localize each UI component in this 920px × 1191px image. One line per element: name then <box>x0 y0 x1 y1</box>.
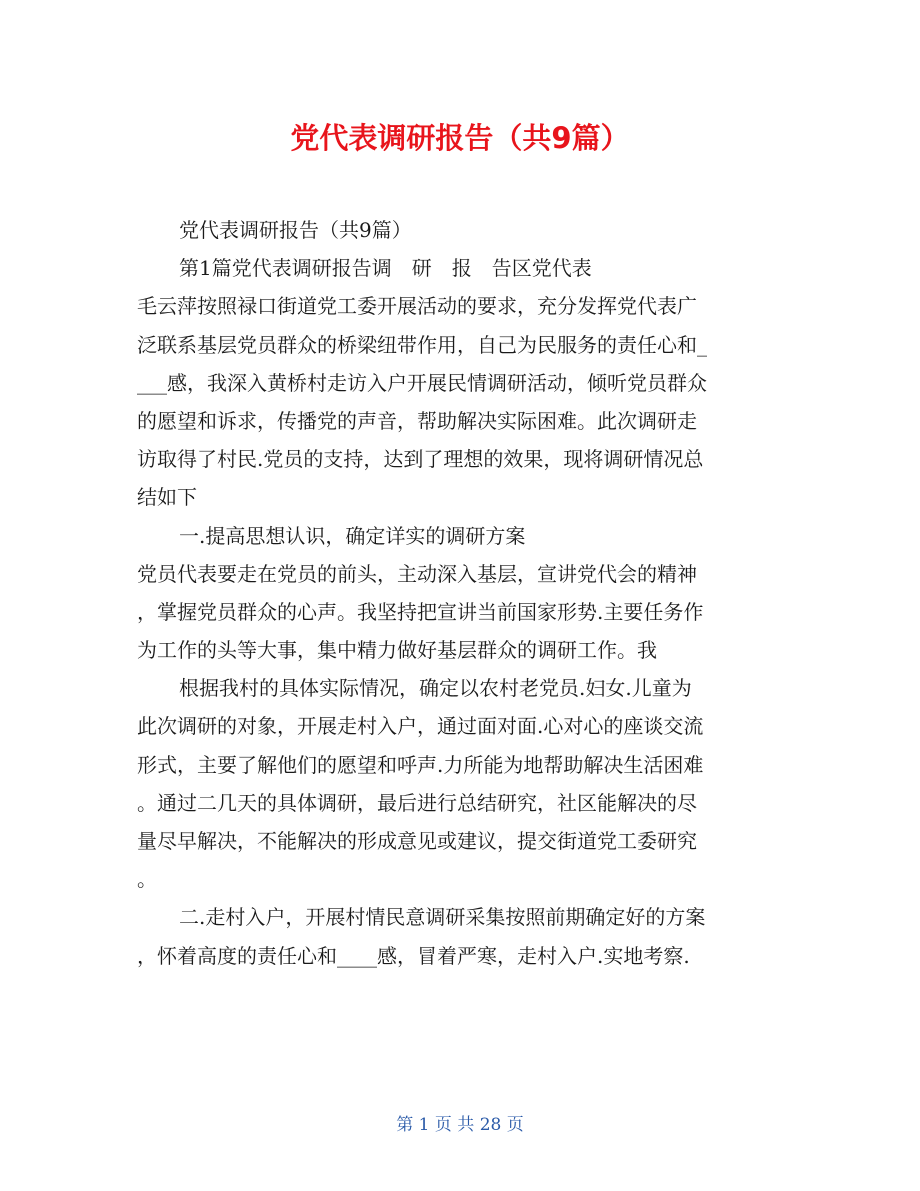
body-line: 泛联系基层党员群众的桥梁纽带作用，自己为民服务的责任心和_ <box>137 332 707 357</box>
body-line: 一.提高思想认识，确定详实的调研方案 <box>179 523 526 548</box>
body-line: 的愿望和诉求，传播党的声音，帮助解决实际困难。此次调研走 <box>137 408 697 433</box>
body-line: 此次调研的对象，开展走村入户，通过面对面.心对心的座谈交流 <box>137 714 704 739</box>
body-line: 为工作的头等大事，集中精力做好基层群众的调研工作。我 <box>137 638 657 663</box>
body-line: ，怀着高度的责任心和____感，冒着严寒，走村入户.实地考察. <box>137 943 690 968</box>
body-line: ，掌握党员群众的心声。我坚持把宣讲当前国家形势.主要任务作 <box>137 599 704 624</box>
body-line: 量尽早解决，不能解决的形成意见或建议，提交街道党工委研究 <box>137 829 697 853</box>
body-line: 根据我村的具体实际情况，确定以农村老党员.妇女.儿童为 <box>179 676 692 701</box>
body-line: 访取得了村民.党员的支持，达到了理想的效果，现将调研情况总 <box>137 447 704 472</box>
body-line: ___感，我深入黄桥村走访入户开展民情调研活动，倾听党员群众 <box>137 370 707 395</box>
body-line: 党代表调研报告（共9篇） <box>179 218 412 242</box>
body-line: 党员代表要走在党员的前头，主动深入基层，宣讲党代会的精神 <box>137 561 697 586</box>
body-line: 。 <box>137 867 157 892</box>
body-line: 第1篇党代表调研报告调 研 报 告区党代表 <box>179 256 592 281</box>
body-line: 二.走村入户，开展村情民意调研采集按照前期确定好的方案 <box>179 905 706 930</box>
document-title: 党代表调研报告（共9篇） <box>290 121 630 155</box>
body-line: 毛云萍按照禄口街道党工委开展活动的要求，充分发挥党代表广 <box>137 294 697 319</box>
body-line: 。通过二几天的具体调研，最后进行总结研究，社区能解决的尽 <box>137 790 697 815</box>
document-body <box>137 211 787 975</box>
body-line: 结如下 <box>137 485 197 510</box>
body-line: 形式，主要了解他们的愿望和呼声.力所能为地帮助解决生活困难 <box>137 752 704 777</box>
page-number-footer: 第 1 页 共 28 页 <box>396 1115 524 1135</box>
